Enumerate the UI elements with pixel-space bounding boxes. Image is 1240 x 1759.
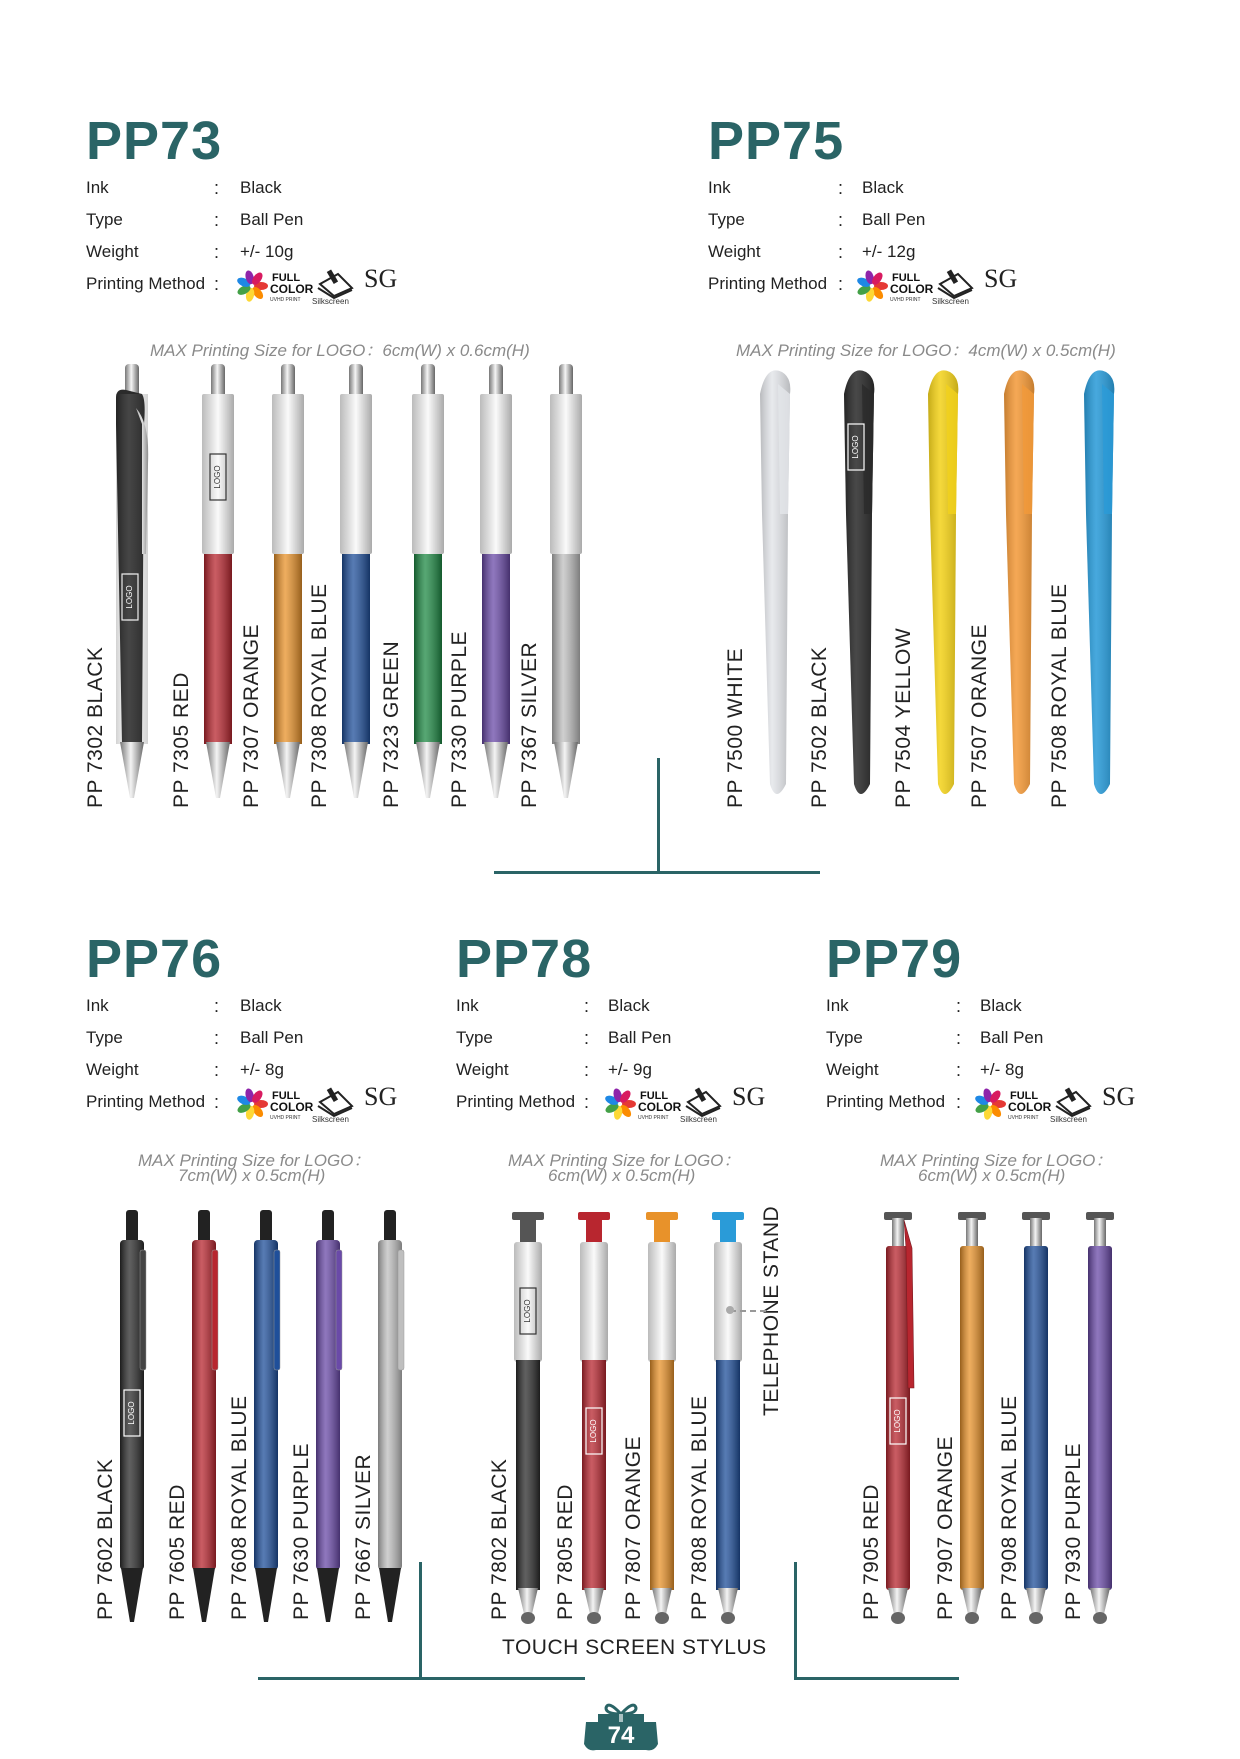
svg-text:LOGO: LOGO (127, 1401, 137, 1425)
pp76-pen-3 (246, 1210, 286, 1630)
svg-text:Silkscreen: Silkscreen (680, 1115, 717, 1124)
pp78-type-value: Ball Pen (608, 1028, 672, 1047)
pp79-pen-1-label: PP 7905 RED (860, 1484, 883, 1620)
pp75-pen-2-label: PP 7502 BLACK (808, 646, 831, 808)
pp73-pen-6-label: PP 7330 PURPLE (448, 630, 471, 808)
pp76-max-size-line1: MAX Printing Size for LOGO： (138, 1151, 371, 1170)
pp75-section: PP75 Ink : Black Type : Ball Pen Weight : +/- 12g Printing Method : FULL COLOR UVHD PRINT Silkscreen SG MAX Printing Size for LOGO：4cm(W) x 0.5cm(H) (708, 111, 1116, 360)
svg-text:UVHD PRINT: UVHD PRINT (638, 1115, 669, 1121)
pp73-pen-5 (408, 364, 448, 804)
connector-vertical-right (794, 1562, 797, 1680)
pp78-pen-3-label: PP 7807 ORANGE (622, 1435, 645, 1620)
svg-text:LOGO: LOGO (213, 465, 223, 489)
pp78-pen-3 (640, 1208, 684, 1628)
telephone-stand-pointer-dot (726, 1306, 734, 1314)
pp76-pen-1 (112, 1210, 152, 1630)
pp73-pen-2-label: PP 7305 RED (170, 672, 193, 808)
svg-text:LOGO: LOGO (851, 435, 861, 459)
pp73-pen-2 (198, 364, 238, 804)
svg-text:Silkscreen: Silkscreen (312, 1115, 349, 1124)
pp76-pen-4-label: PP 7630 PURPLE (290, 1442, 313, 1620)
telephone-stand-label: TELEPHONE STAND (760, 1205, 783, 1416)
connector-vertical-top (657, 758, 660, 874)
svg-text:FULL: FULL (892, 272, 921, 284)
pp76-section: PP76 Ink : Black Type : Ball Pen Weight : +/- 8g (86, 929, 304, 1080)
pp79-pen-4-label: PP 7930 PURPLE (1062, 1442, 1085, 1620)
pp78-max-size-line1: MAX Printing Size for LOGO： (508, 1151, 741, 1170)
pp78-pen-4-label: PP 7808 ROYAL BLUE (688, 1395, 711, 1620)
svg-text:Silkscreen: Silkscreen (932, 297, 969, 306)
svg-text:FULL: FULL (1010, 1090, 1039, 1102)
page-number: 74 (607, 1722, 635, 1749)
pp76-pen-2-label: PP 7605 RED (166, 1484, 189, 1620)
pp73-pen-7 (546, 364, 586, 804)
pp73-max-size: MAX Printing Size for LOGO：6cm(W) x 0.6cm(H) (150, 341, 530, 360)
pp76-type-value: Ball Pen (240, 1028, 304, 1047)
pp78-ink-value: Black (608, 996, 650, 1015)
sg-print-mark: SG (1102, 1082, 1136, 1111)
pp75-model-title: PP75 (708, 111, 845, 171)
pp73-pen-3-label: PP 7307 ORANGE (240, 623, 263, 808)
pp78-model-title: PP78 (456, 929, 593, 989)
pp78-pen-1-label: PP 7802 BLACK (488, 1458, 511, 1620)
silkscreen-icon (932, 264, 976, 304)
pp79-pen-3 (1016, 1208, 1056, 1628)
connector-horizontal-left (258, 1677, 585, 1680)
pp79-max-size-line2: 6cm(W) x 0.5cm(H) (918, 1166, 1066, 1185)
pp73-pen-1-label: PP 7302 BLACK (84, 646, 107, 808)
connector-vertical-left (419, 1562, 422, 1680)
pp79-weight-value: +/- 8g (980, 1060, 1024, 1079)
page-number-badge (578, 1700, 664, 1754)
svg-text:COLOR: COLOR (1008, 1100, 1052, 1114)
pp76-pen-5 (370, 1210, 410, 1630)
pp73-pen-5-label: PP 7323 GREEN (380, 640, 403, 808)
pp73-pen-6 (476, 364, 516, 804)
pp73-weight-value: +/- 10g (240, 242, 294, 261)
pp76-pen-5-label: PP 7667 SILVER (352, 1453, 375, 1620)
pp73-pen-4 (336, 364, 376, 804)
svg-text:LOGO: LOGO (893, 1409, 903, 1433)
telephone-stand-pointer (730, 1310, 766, 1312)
svg-text:UVHD PRINT: UVHD PRINT (270, 1115, 301, 1121)
svg-text:COLOR: COLOR (270, 282, 314, 296)
pp75-pen-4-label: PP 7507 ORANGE (968, 623, 991, 808)
full-color-print-icon (856, 264, 934, 304)
svg-text:UVHD PRINT: UVHD PRINT (270, 297, 301, 303)
sg-print-mark: SG (364, 1082, 398, 1111)
pp79-pen-2-label: PP 7907 ORANGE (934, 1435, 957, 1620)
svg-text:LOGO: LOGO (589, 1419, 599, 1443)
pp79-ink-value: Black (980, 996, 1022, 1015)
pp73-model-title: PP73 (86, 111, 223, 171)
pp75-weight-value: +/- 12g (862, 242, 916, 261)
pp75-pen-5-label: PP 7508 ROYAL BLUE (1048, 583, 1071, 808)
pp79-pen-2 (952, 1208, 992, 1628)
svg-text:FULL: FULL (640, 1090, 669, 1102)
pp79-type-value: Ball Pen (980, 1028, 1044, 1047)
sg-print-mark: SG (364, 264, 398, 293)
pp76-pen-3-label: PP 7608 ROYAL BLUE (228, 1395, 251, 1620)
pp76-pen-1-label: PP 7602 BLACK (94, 1458, 117, 1620)
pp75-type-value: Ball Pen (862, 210, 926, 229)
svg-text:COLOR: COLOR (890, 282, 934, 296)
pp78-pen-2-label: PP 7805 RED (554, 1484, 577, 1620)
sg-print-mark: SG (732, 1082, 766, 1111)
full-color-print-icon (974, 1082, 1052, 1122)
pp75-pen-1 (752, 364, 796, 804)
silkscreen-icon (680, 1082, 724, 1122)
svg-text:FULL: FULL (272, 1090, 301, 1102)
pp73-type-value: Ball Pen (240, 210, 304, 229)
pp75-pen-2 (836, 364, 880, 804)
pp78-pen-4 (706, 1208, 750, 1628)
silkscreen-icon (1050, 1082, 1094, 1122)
pp75-ink-value: Black (862, 178, 904, 197)
pp76-model-title: PP76 (86, 929, 223, 989)
connector-horizontal-right (794, 1677, 959, 1680)
pp79-max-size-line1: MAX Printing Size for LOGO： (880, 1151, 1113, 1170)
full-color-print-icon (236, 264, 314, 304)
pp79-pen-3-label: PP 7908 ROYAL BLUE (998, 1395, 1021, 1620)
svg-text:Silkscreen: Silkscreen (312, 297, 349, 306)
pp76-pen-2 (184, 1210, 224, 1630)
pp78-max-size-line2: 6cm(W) x 0.5cm(H) (548, 1166, 696, 1185)
pp75-max-size: MAX Printing Size for LOGO：4cm(W) x 0.5cm(H) (736, 341, 1116, 360)
full-color-print-icon (604, 1082, 682, 1122)
touch-screen-stylus-label: TOUCH SCREEN STYLUS (502, 1636, 767, 1659)
svg-text:FULL: FULL (272, 272, 301, 284)
full-color-print-icon (236, 1082, 314, 1122)
pp73-pen-4-label: PP 7308 ROYAL BLUE (308, 583, 331, 808)
pp73-ink-value: Black (240, 178, 282, 197)
svg-text:UVHD PRINT: UVHD PRINT (890, 297, 921, 303)
silkscreen-icon (312, 1082, 356, 1122)
connector-horizontal-top (494, 871, 820, 874)
pp75-pen-3 (920, 364, 964, 804)
silkscreen-icon (312, 264, 356, 304)
pp75-pen-4 (996, 364, 1040, 804)
pp76-max-size-line2: 7cm(W) x 0.5cm(H) (178, 1166, 326, 1185)
pp73-section: PP73 Ink : Black Type : Ball Pen Weight : +/- 10g Printing Method : FULL COLOR UVHD PRINT Silkscreen SG MAX Printing Size for LOGO：6cm(W) x 0.6cm(H) (86, 111, 530, 360)
pp79-pen-4 (1080, 1208, 1120, 1628)
pp73-pen-3 (268, 364, 308, 804)
pp75-pen-1-label: PP 7500 WHITE (724, 647, 747, 808)
svg-text:UVHD PRINT: UVHD PRINT (1008, 1115, 1039, 1121)
pp78-pen-1 (506, 1208, 550, 1628)
pp79-pen-1 (878, 1208, 918, 1628)
svg-text:Silkscreen: Silkscreen (1050, 1115, 1087, 1124)
pp73-pen-7-label: PP 7367 SILVER (518, 641, 541, 808)
sg-print-mark: SG (984, 264, 1018, 293)
pp76-weight-value: +/- 8g (240, 1060, 284, 1079)
pp76-ink-value: Black (240, 996, 282, 1015)
pp79-model-title: PP79 (826, 929, 963, 989)
pp75-pen-5 (1076, 364, 1120, 804)
svg-text:COLOR: COLOR (270, 1100, 314, 1114)
pp73-pen-1 (112, 364, 152, 804)
pp75-pen-3-label: PP 7504 YELLOW (892, 627, 915, 808)
pp78-pen-2 (572, 1208, 616, 1628)
pp76-pen-4 (308, 1210, 348, 1630)
pp78-weight-value: +/- 9g (608, 1060, 652, 1079)
svg-text:LOGO: LOGO (523, 1299, 533, 1323)
svg-text:COLOR: COLOR (638, 1100, 682, 1114)
